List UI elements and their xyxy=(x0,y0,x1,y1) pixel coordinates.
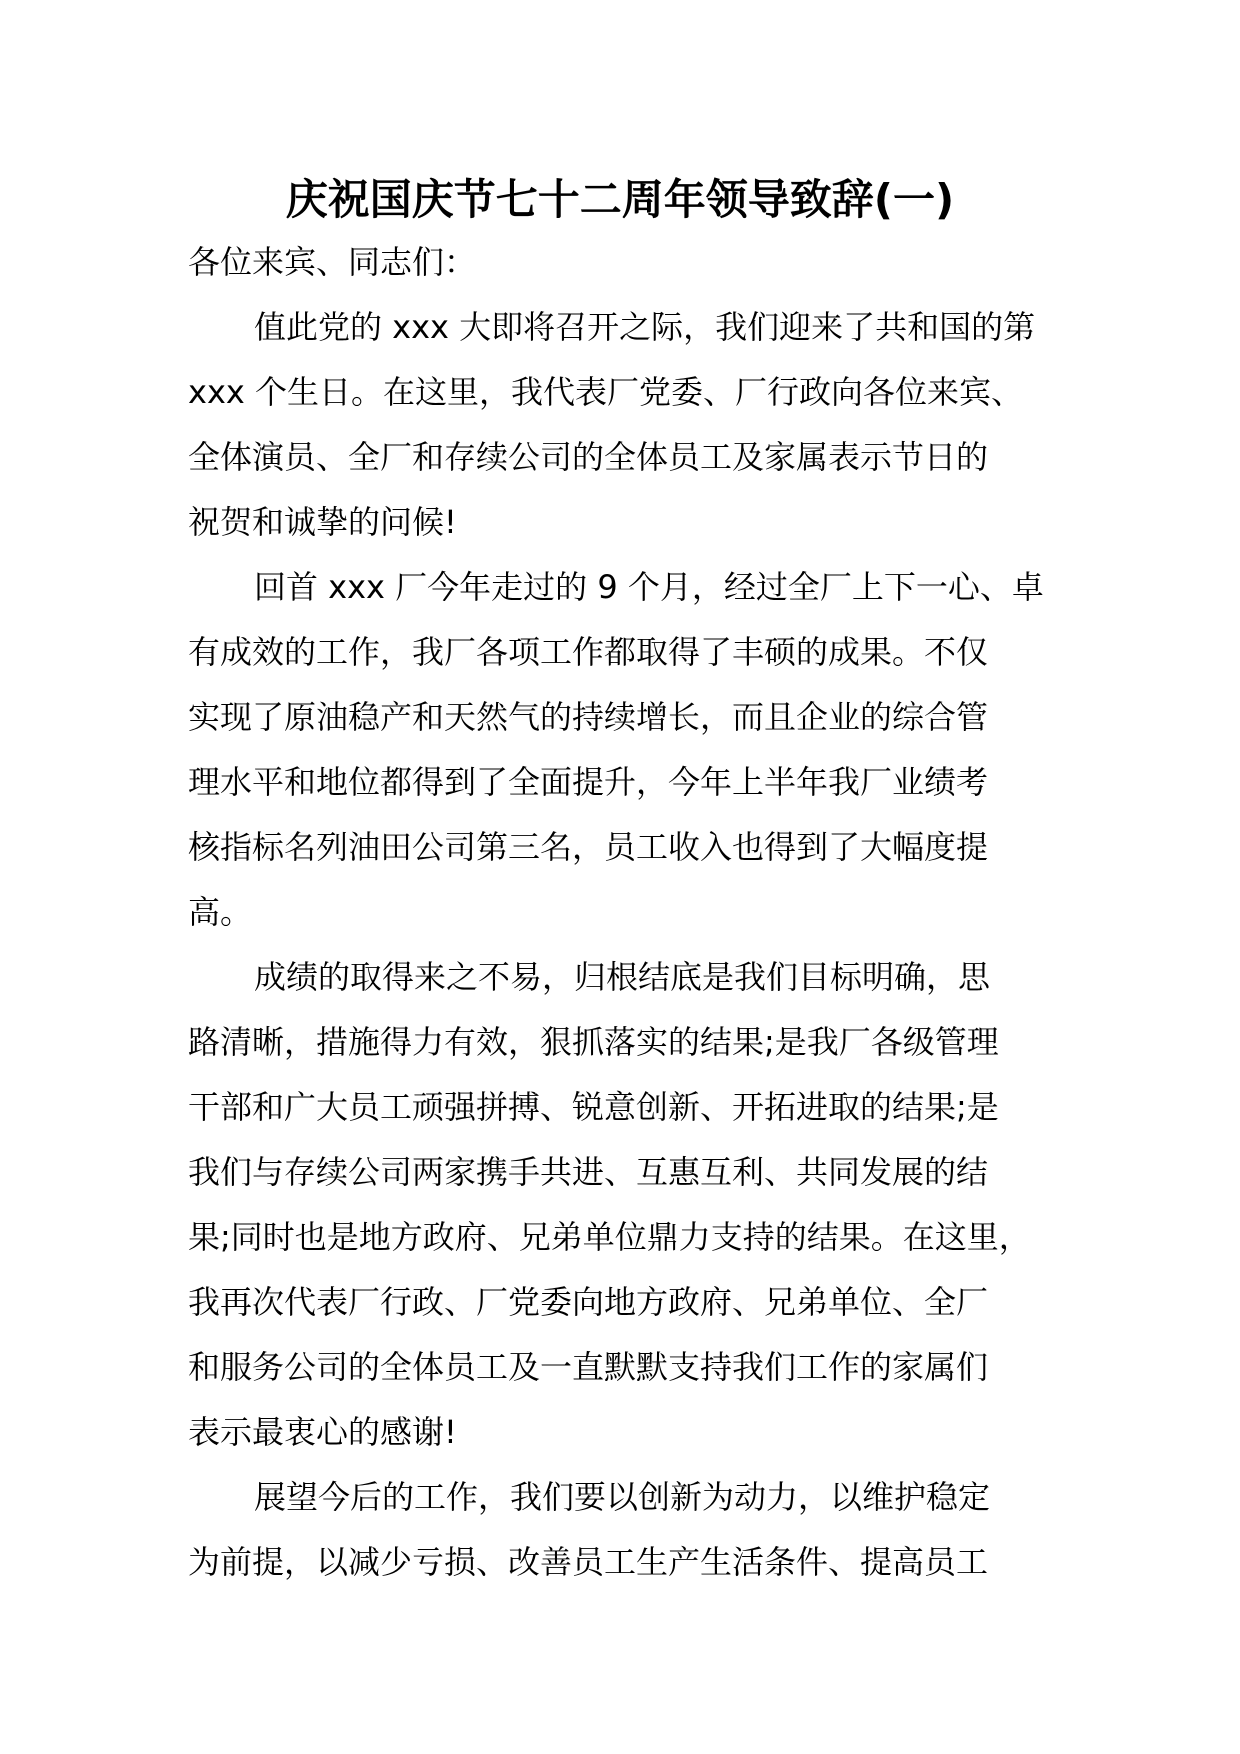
body-line: 实现了原油稳产和天然气的持续增长，而且企业的综合管 xyxy=(188,698,989,736)
body-line: 我们与存续公司两家携手共进、互惠互利、共同发展的结 xyxy=(188,1153,989,1191)
body-line: 成绩的取得来之不易，归根结底是我们目标明确，思 xyxy=(254,958,991,996)
body-line: 展望今后的工作，我们要以创新为动力，以维护稳定 xyxy=(254,1478,991,1516)
body-line: 为前提，以减少亏损、改善员工生产生活条件、提高员工 xyxy=(188,1543,989,1581)
body-line: 有成效的工作，我厂各项工作都取得了丰硕的成果。不仅 xyxy=(188,633,989,671)
body-line: 值此党的 xxx 大即将召开之际，我们迎来了共和国的第 xyxy=(254,308,1036,346)
body-line: 祝贺和诚挚的问候! xyxy=(188,503,457,541)
body-line: 果;同时也是地方政府、兄弟单位鼎力支持的结果。在这里， xyxy=(188,1218,1031,1256)
body-line: 理水平和地位都得到了全面提升，今年上半年我厂业绩考 xyxy=(188,763,989,801)
body-line: 核指标名列油田公司第三名，员工收入也得到了大幅度提 xyxy=(188,828,989,866)
body-line: 和服务公司的全体员工及一直默默支持我们工作的家属们 xyxy=(188,1348,989,1386)
body-line: xxx 个生日。在这里，我代表厂党委、厂行政向各位来宾、 xyxy=(188,373,1023,411)
body-line: 全体演员、全厂和存续公司的全体员工及家属表示节日的 xyxy=(188,438,989,476)
body-line: 表示最衷心的感谢! xyxy=(188,1413,457,1451)
body-line: 我再次代表厂行政、厂党委向地方政府、兄弟单位、全厂 xyxy=(188,1283,989,1321)
body-line: 高。 xyxy=(188,893,253,931)
body-line: 各位来宾、同志们： xyxy=(188,243,477,281)
body-line: 干部和广大员工顽强拼搏、锐意创新、开拓进取的结果;是 xyxy=(188,1088,999,1126)
document-body xyxy=(188,230,1068,1595)
body-line: 路清晰，措施得力有效，狠抓落实的结果;是我厂各级管理 xyxy=(188,1023,999,1061)
document-title: 庆祝国庆节七十二周年领导致辞(一) xyxy=(285,175,955,224)
body-line: 回首 xxx 厂今年走过的 9 个月，经过全厂上下一心、卓 xyxy=(254,568,1044,606)
